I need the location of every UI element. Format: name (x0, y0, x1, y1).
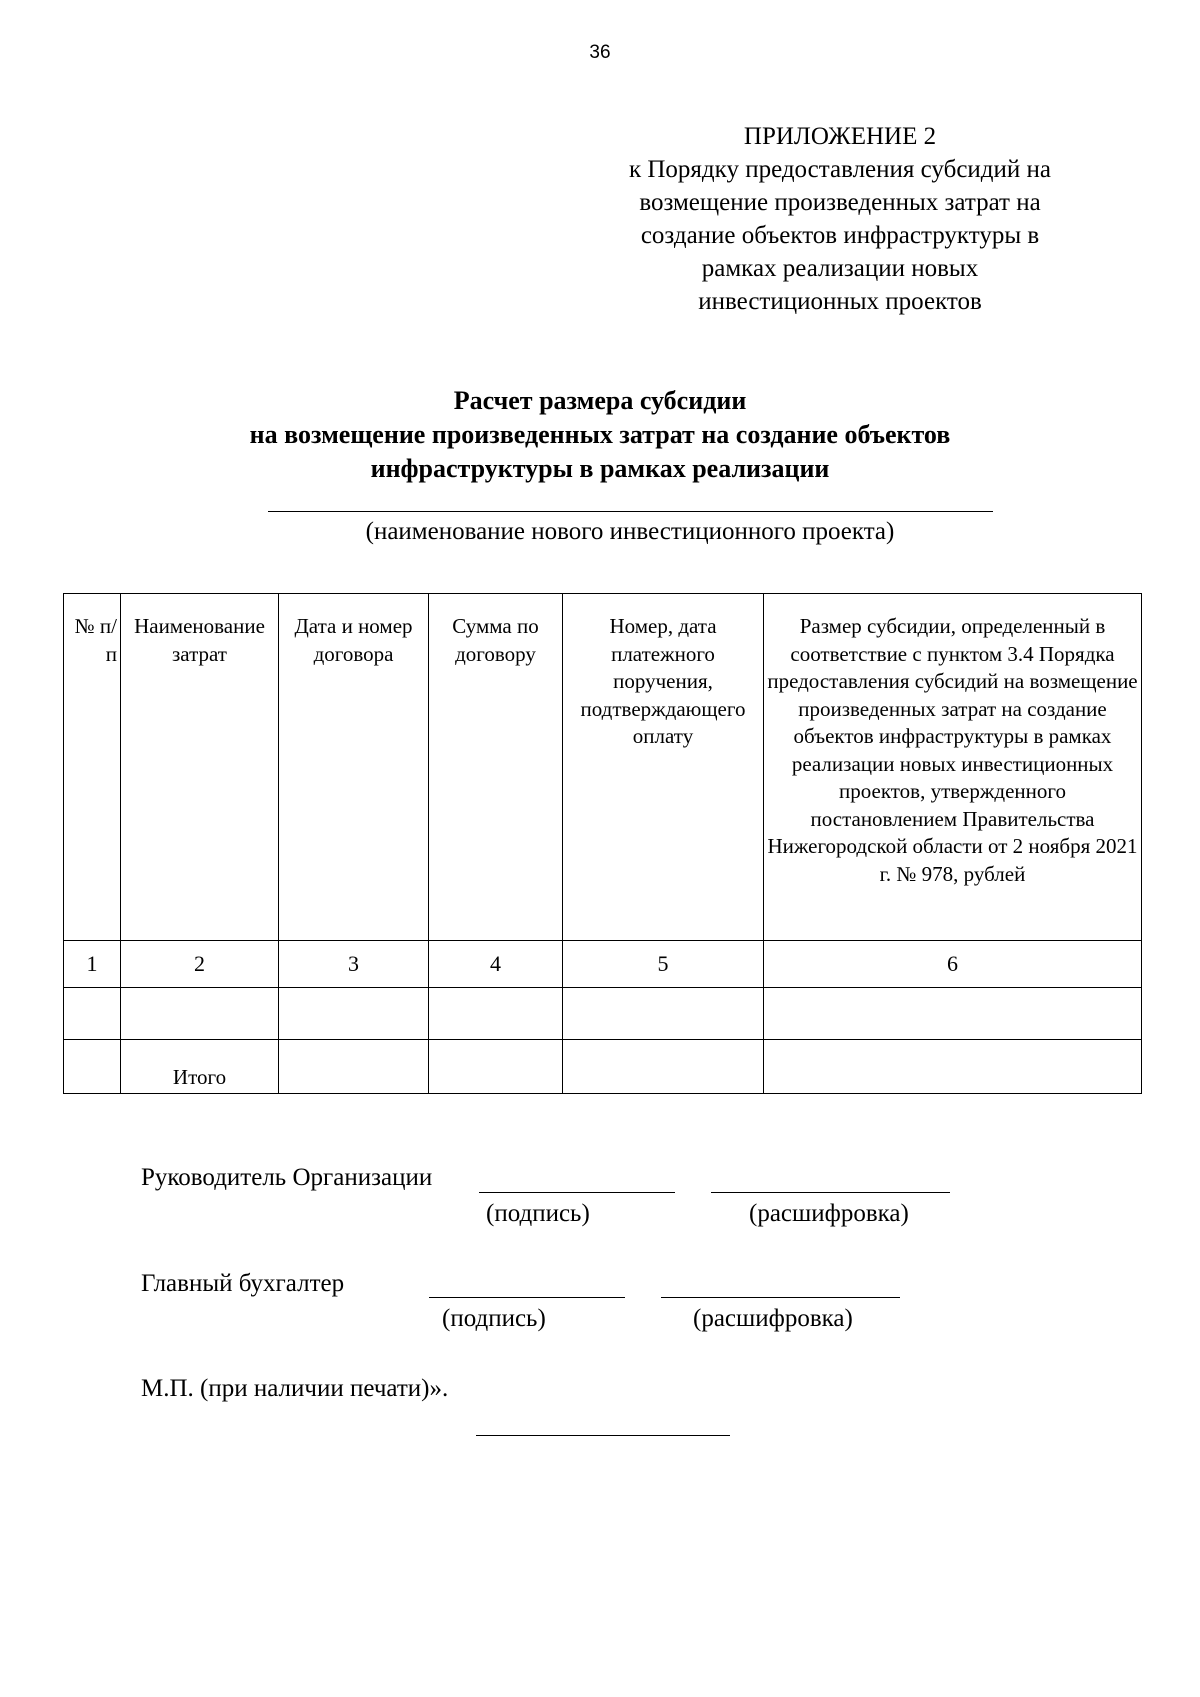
appendix-line: возмещение произведенных затрат на (639, 189, 1041, 216)
header-cell-contract: Дата и номер договора (279, 594, 429, 941)
column-number: 5 (563, 941, 764, 988)
stamp-blank[interactable] (476, 1435, 730, 1436)
column-number: 1 (64, 941, 121, 988)
empty-cell[interactable] (429, 1040, 563, 1094)
appendix-line: рамках реализации новых (701, 255, 979, 282)
empty-cell[interactable] (764, 1040, 1142, 1094)
total-row (64, 1040, 1142, 1094)
column-number-row (64, 941, 1142, 988)
empty-cell[interactable] (121, 988, 279, 1040)
accountant-decode-blank[interactable] (661, 1297, 900, 1298)
project-name-blank[interactable] (268, 511, 993, 512)
accountant-signature-caption: (подпись) (442, 1305, 546, 1332)
chief-accountant-label: Главный бухгалтер (141, 1270, 345, 1297)
column-number: 4 (429, 941, 563, 988)
stamp-label: М.П. (при наличии печати)». (141, 1375, 449, 1402)
empty-cell[interactable] (563, 988, 764, 1040)
appendix-block (600, 120, 1080, 318)
appendix-line: к Порядку предоставления субсидий на (628, 156, 1051, 183)
document-title (130, 384, 1070, 486)
column-number: 3 (279, 941, 429, 988)
title-line: Расчет размера субсидии (453, 386, 747, 415)
column-number: 2 (121, 941, 279, 988)
appendix-title: ПРИЛОЖЕНИЕ 2 (743, 123, 937, 150)
accountant-signature-blank[interactable] (429, 1297, 625, 1298)
empty-cell[interactable] (279, 988, 429, 1040)
title-line: на возмещение произведенных затрат на создание объектов (249, 420, 951, 449)
header-cell-subsidy-amount: Размер субсидии, определенный в соответствие с пунктом 3.4 Порядка предоставления субсидий на возмещение произведенных затрат на создание объектов инфраструктуры в рамках реализации новых инвестиционных проектов, утвержденного постановлением Правительства Нижегородской области от 2 ноября 2021 г. № 978, рублей (764, 594, 1142, 941)
empty-cell[interactable] (563, 1040, 764, 1094)
appendix-line: создание объектов инфраструктуры в (640, 222, 1040, 249)
empty-cell[interactable] (64, 988, 121, 1040)
head-decode-caption: (расшифровка) (749, 1200, 909, 1227)
empty-cell[interactable] (764, 988, 1142, 1040)
table-row (64, 988, 1142, 1040)
total-label: Итого (121, 1040, 279, 1094)
header-cell-contract-sum: Сумма по договору (429, 594, 563, 941)
head-signature-blank[interactable] (479, 1192, 675, 1193)
empty-cell[interactable] (429, 988, 563, 1040)
table-header-row (64, 594, 1142, 941)
empty-cell[interactable] (279, 1040, 429, 1094)
header-cell-payment-order: Номер, дата платежного поручения, подтверждающего оплату (563, 594, 764, 941)
header-cell-cost-name: Наименование затрат (121, 594, 279, 941)
header-cell-number: № п/п (64, 594, 121, 941)
column-number: 6 (764, 941, 1142, 988)
page-number: 36 (589, 42, 611, 63)
head-signature-caption: (подпись) (486, 1200, 590, 1227)
subsidy-calculation-table (63, 593, 1142, 1094)
accountant-decode-caption: (расшифровка) (693, 1305, 853, 1332)
project-name-caption: (наименование нового инвестиционного проекта) (365, 518, 895, 545)
head-decode-blank[interactable] (711, 1192, 950, 1193)
title-line: инфраструктуры в рамках реализации (370, 454, 830, 483)
empty-cell[interactable] (64, 1040, 121, 1094)
appendix-line: инвестиционных проектов (698, 288, 982, 315)
head-of-organization-label: Руководитель Организации (141, 1164, 433, 1191)
